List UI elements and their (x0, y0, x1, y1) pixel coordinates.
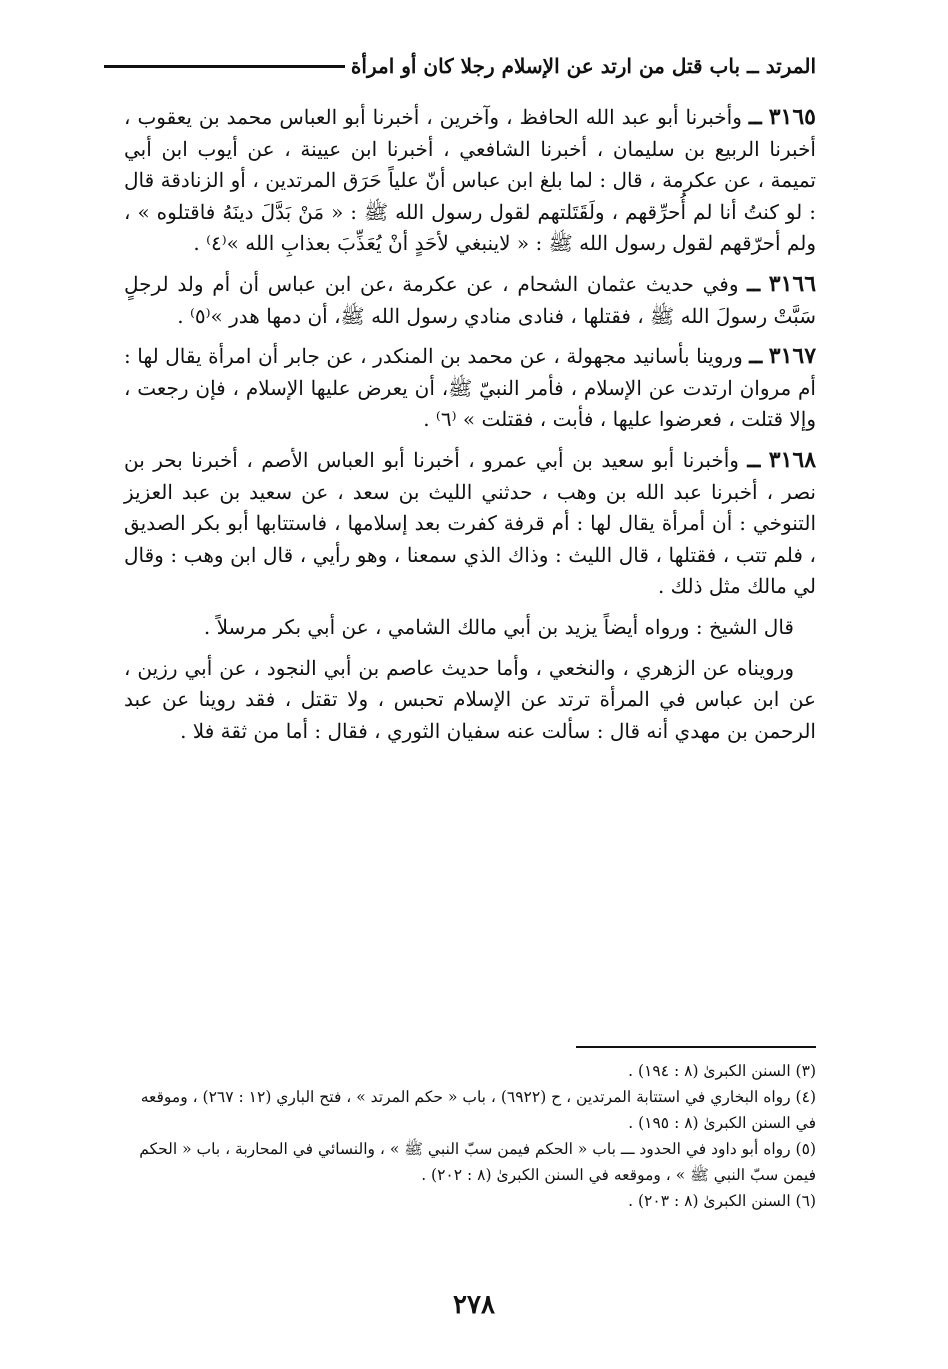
hadith-paragraph (124, 341, 816, 436)
header-title: المرتد ــ باب قتل من ارتد عن الإسلام رجلا كان أو امرأة (350, 54, 816, 78)
footnote: (٥) رواه أبو داود في الحدود ـــ باب « الحكم فيمن سبّ النبي ﷺ » ، والنسائي في المحاربة ، باب « الحكم فيمن سبّ النبي ﷺ » ، وموقعه في السنن الكبرىٰ (٨ : ٢٠٢) . (139, 1140, 816, 1184)
footnotes (118, 1058, 816, 1214)
main-text (124, 102, 816, 756)
footnote: (٦) السنن الكبرىٰ (٨ : ٢٠٣) . (628, 1192, 816, 1210)
hadith-dash: ــ (748, 104, 762, 130)
hadith-text: وأخبرنا أبو عبد الله الحافظ ، وآخرين ، أخبرنا أبو العباس محمد بن يعقوب ، أخبرنا الربيع بن سليمان ، أخبرنا الشافعي ، أخبرنا ابن عيينة ، عن أيوب ابن أبي تميمة ، عن عكرمة ، قال : لما بلغ ابن عباس أنّ علياً حَرَق المرتدين ، أو الزنادقة قال : لو كنتُ أنا لم أُحرِّقهم ، ولَقَتَلتهم لقول رسول الله ﷺ : « مَنْ بَدَّلَ دينَهُ فاقتلوه » ، ولم أحرّقهم لقول رسول الله ﷺ : « لاينبغي لأحَدٍ أنْ يُعَذِّبَ بعذابِ الله »⁽٤⁾ . (124, 105, 816, 256)
hadith-dash: ــ (747, 446, 761, 473)
hadith-number: ٣١٦٦ (768, 270, 817, 297)
hadith-number: ٣١٦٧ (768, 343, 817, 370)
hadith-paragraph (124, 102, 816, 260)
hadith-text: وروينا بأسانيد مجهولة ، عن محمد بن المنكدر ، عن جابر أن امرأة يقال لها : أم مروان ارتدت عن الإسلام ، فأمر النبيّ ﷺ، أن يعرض عليها الإسلام ، فإن رجعت ، وإلا قتلت ، فعرضوا عليها ، فأبت ، فقتلت » ⁽٦⁾ . (124, 344, 816, 432)
commentary-paragraph: قال الشيخ : ورواه أيضاً يزيد بن أبي مالك الشامي ، عن أبي بكر مرسلاً . (203, 614, 794, 639)
hadith-number: ٣١٦٨ (768, 446, 817, 473)
hadith-text: وفي حديث عثمان الشحام ، عن عكرمة ،عن ابن عباس أن أم ولد لرجلٍ سَبَّتْ رسولَ الله ﷺ ، فقتلها ، فنادى منادي رسول الله ﷺ، أن دمها هدر »⁽٥⁾ . (124, 271, 816, 328)
hadith-dash: ــ (749, 343, 763, 370)
footnote: (٤) رواه البخاري في استتابة المرتدين ، ح (٦٩٢٢) ، باب « حكم المرتد » ، فتح الباري (١٢ : ٢٦٧) ، وموقعه في السنن الكبرىٰ (٨ : ١٩٥) . (140, 1088, 816, 1132)
running-header (104, 54, 816, 78)
footnote-rule (576, 1046, 816, 1048)
footnote: (٣) السنن الكبرىٰ (٨ : ١٩٤) . (628, 1062, 816, 1080)
commentary-paragraph: ورويناه عن الزهري ، والنخعي ، وأما حديث عاصم بن أبي النجود ، عن أبي رزين ، عن ابن عباس في المرأة ترتد عن الإسلام تحبس ، ولا تقتل ، فقد روينا عن عبد الرحمن بن مهدي أنه قال : سألت عنه سفيان الثوري ، فقال : أما من ثقة فلا . (124, 655, 816, 743)
hadith-number: ٣١٦٥ (768, 104, 816, 130)
page-number: ٢٧٨ (453, 1290, 495, 1320)
hadith-text: وأخبرنا أبو سعيد بن أبي عمرو ، أخبرنا أبو العباس الأصم ، أخبرنا بحر بن نصر ، أخبرنا عبد الله بن وهب ، حدثني الليث بن سعد ، عن سعيد بن عبد العزيز التنوخي : أن أمرأة يقال لها : أم قرفة كفرت بعد إسلامها ، فاستتابها أبو بكر الصديق ، فلم تتب ، فقتلها ، قال الليث : وذاك الذي سمعنا ، وهو رأيي ، قال ابن وهب : وقال لي مالك مثل ذلك . (124, 447, 816, 599)
header-rule (104, 65, 345, 68)
hadith-dash: ــ (747, 270, 761, 297)
hadith-paragraph (124, 445, 816, 603)
hadith-paragraph (124, 269, 816, 332)
